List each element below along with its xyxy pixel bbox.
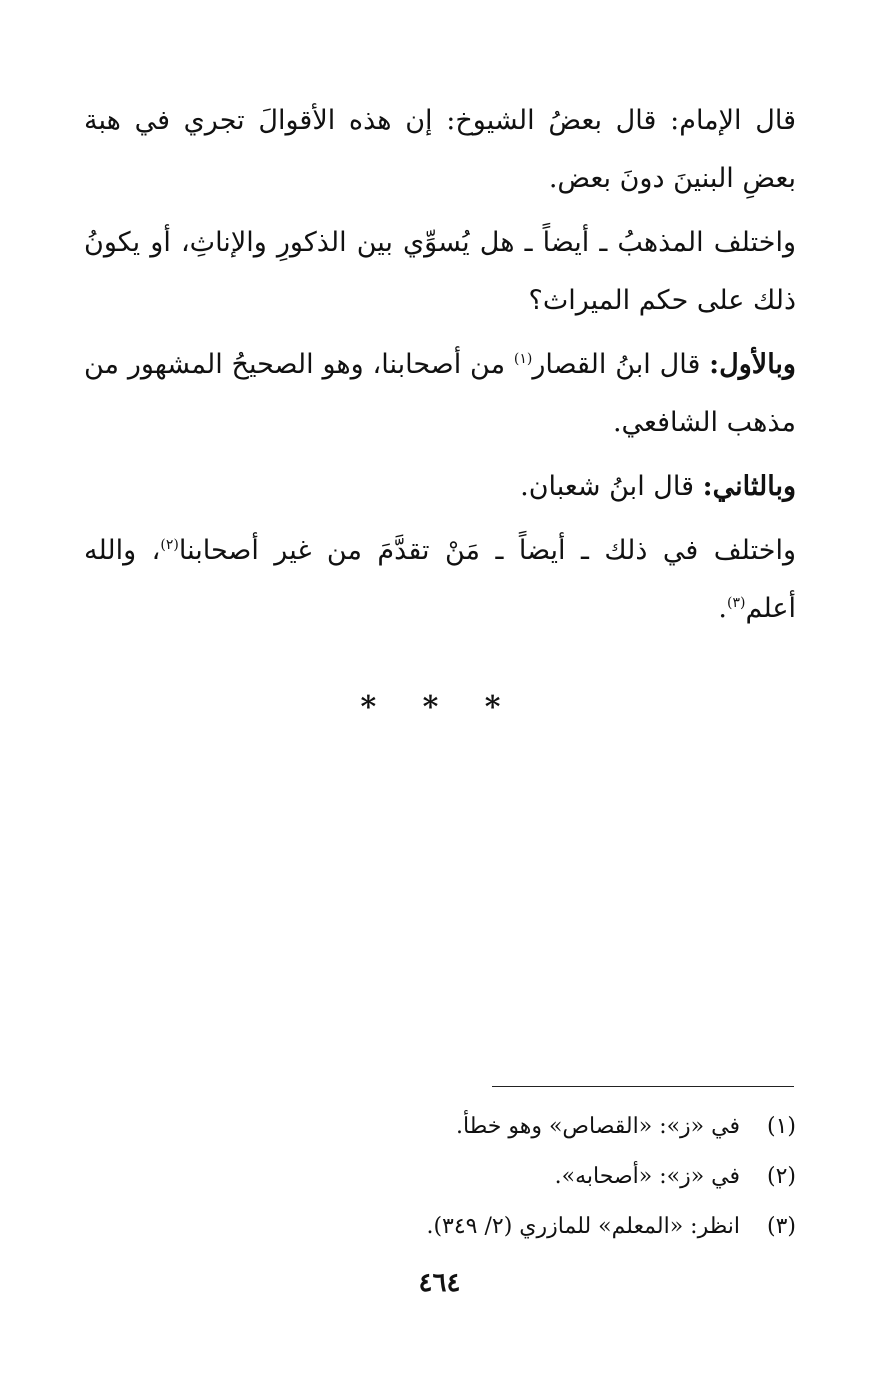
footnote-reference: (٢) xyxy=(160,537,179,553)
paragraph-2 xyxy=(84,214,796,330)
footnote-text: في «ز»: «أصحابه». xyxy=(554,1164,740,1189)
paragraph-tail: من أصحابنا، وهو الصحيحُ المشهور من مذهب الشافعي. xyxy=(84,349,796,438)
paragraph-tail: ، والله أعلم xyxy=(84,535,796,624)
footnote-item xyxy=(84,1202,796,1252)
footnote-divider xyxy=(492,1086,794,1087)
section-separator: * * * xyxy=(360,690,519,725)
footnote-text: انظر: «المعلم» للمازري (٢/ ٣٤٩). xyxy=(426,1214,740,1239)
footnote-number: (٣) xyxy=(766,1214,796,1239)
paragraph-text: واختلف في ذلك ـ أيضاً ـ مَنْ تقدَّمَ من غير أصحابنا xyxy=(178,535,796,566)
main-text-block xyxy=(84,92,796,644)
page-number: ٤٦٤ xyxy=(418,1268,461,1298)
paragraph-text: قال ابنُ القصار xyxy=(532,349,710,380)
paragraph-lead: وبالأول: xyxy=(709,349,796,380)
paragraph-tail: . xyxy=(718,593,727,624)
footnote-number: (٢) xyxy=(766,1164,796,1189)
footnote-item xyxy=(84,1102,796,1152)
paragraph-text: واختلف المذهبُ ـ أيضاً ـ هل يُسوِّي بين الذكورِ والإناثِ، أو يكونُ ذلك على حكم الميراث؟ xyxy=(84,227,796,316)
paragraph-text: قال الإمام: قال بعضُ الشيوخ: إن هذه الأقوالَ تجري في هبة بعضِ البنينَ دونَ بعض. xyxy=(84,105,796,194)
footnote-text: في «ز»: «القصاص» وهو خطأ. xyxy=(456,1114,740,1139)
footnote-item xyxy=(84,1152,796,1202)
footnote-number: (١) xyxy=(766,1114,796,1139)
paragraph-lead: وبالثاني: xyxy=(702,471,796,502)
paragraph-3 xyxy=(84,336,796,452)
paragraph-4 xyxy=(84,458,796,516)
paragraph-text: قال ابنُ شعبان. xyxy=(520,471,703,502)
paragraph-5 xyxy=(84,522,796,638)
footnote-reference: (٣) xyxy=(727,595,746,611)
paragraph-1 xyxy=(84,92,796,208)
footnote-reference: (١) xyxy=(513,351,533,367)
footnotes-block xyxy=(84,1102,796,1252)
